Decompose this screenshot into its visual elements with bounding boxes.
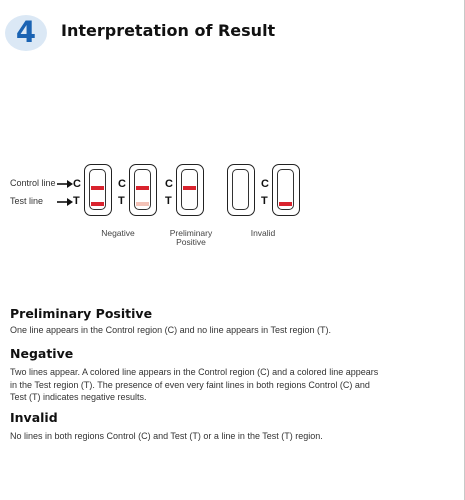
test-strip-diagram xyxy=(0,158,360,268)
body-line: One line appears in the Control region (C) and no line appears in Test region (T). xyxy=(10,325,332,335)
control-band xyxy=(183,186,196,190)
section-body-preliminary-positive xyxy=(10,324,405,337)
control-band xyxy=(136,186,149,190)
test-band xyxy=(91,202,104,206)
test-letter: T xyxy=(165,195,172,207)
control-line-callout: Control line xyxy=(10,178,56,188)
test-strip xyxy=(84,164,112,216)
strip-window xyxy=(181,169,198,210)
test-letter: T xyxy=(261,195,268,207)
body-line: Two lines appear. A colored line appears in the Control region (C) and a colored line appears xyxy=(10,367,379,377)
control-letter: C xyxy=(118,178,126,190)
control-band xyxy=(91,186,104,190)
test-strip xyxy=(272,164,300,216)
control-letter: C xyxy=(261,178,269,190)
section-title-preliminary-positive: Preliminary Positive xyxy=(10,306,153,321)
control-letter: C xyxy=(165,178,173,190)
strip-window xyxy=(134,169,151,210)
page-title: Interpretation of Result xyxy=(61,21,276,40)
test-strip xyxy=(129,164,157,216)
caption-preliminary-positive: Preliminary Positive xyxy=(169,228,213,247)
test-strip xyxy=(176,164,204,216)
section-body-negative xyxy=(10,366,405,404)
test-band xyxy=(279,202,292,206)
strip-window xyxy=(277,169,294,210)
step-badge xyxy=(4,12,48,52)
strip-window xyxy=(89,169,106,210)
caption-negative: Negative xyxy=(101,228,135,238)
test-line-callout: Test line xyxy=(10,196,44,206)
section-title-invalid: Invalid xyxy=(10,410,58,425)
strip-window xyxy=(232,169,249,210)
section-body-invalid xyxy=(10,430,405,443)
test-letter: T xyxy=(118,195,125,207)
arrow-right-icon xyxy=(57,198,73,206)
test-band xyxy=(136,202,149,206)
caption-invalid: Invalid xyxy=(250,228,276,238)
body-line: in the Test region (T). The presence of even very faint lines in both regions Control (C) and xyxy=(10,379,370,390)
control-letter: C xyxy=(73,178,81,190)
test-letter: T xyxy=(73,195,80,207)
section-title-negative: Negative xyxy=(10,346,74,361)
body-line: No lines in both regions Control (C) and Test (T) or a line in the Test (T) region. xyxy=(10,431,323,441)
body-line: Test (T) indicates negative results. xyxy=(10,392,147,402)
arrow-right-icon xyxy=(57,180,73,188)
step-number: 4 xyxy=(15,15,37,49)
test-strip xyxy=(227,164,255,216)
